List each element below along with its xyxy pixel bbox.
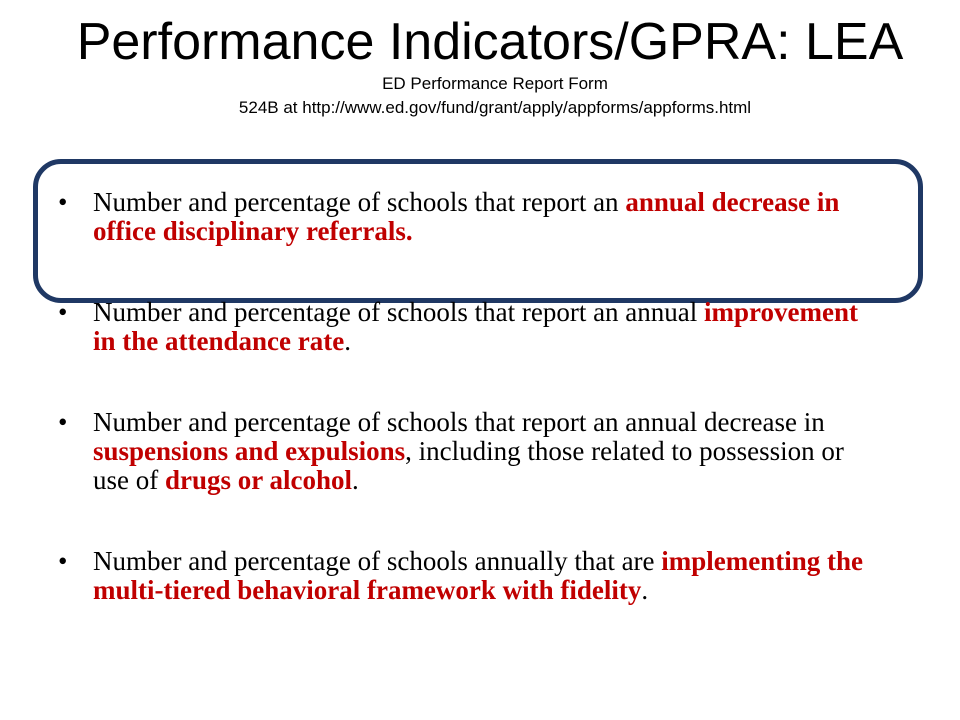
bullet-dot-icon: • xyxy=(58,407,68,437)
bullet-text-end: . xyxy=(641,575,649,605)
bullet-item-referrals xyxy=(58,188,878,246)
bullet-emphasis: suspensions and expulsions xyxy=(93,436,406,466)
slide-title: Performance Indicators/GPRA: LEA xyxy=(76,13,904,71)
slide-subtitle-url: 524B at http://www.ed.gov/fund/grant/apply/appforms/appforms.html xyxy=(238,98,752,117)
bullet-text: Number and percentage of schools that report an annual xyxy=(93,297,705,327)
bullet-emphasis: annual decrease in office disciplinary referrals xyxy=(93,187,840,246)
bullet-item-fidelity xyxy=(58,547,878,605)
slide-subtitle-form: ED Performance Report Form xyxy=(382,74,608,93)
bullet-text-end: . xyxy=(352,465,359,495)
bullet-text-end: . xyxy=(405,216,413,246)
bullet-text: Number and percentage of schools that report an xyxy=(93,187,626,217)
bullet-text-end: . xyxy=(344,326,351,356)
bullet-dot-icon: • xyxy=(58,187,68,217)
bullet-text: , including those related to possession or use of xyxy=(93,436,844,495)
bullet-text: Number and percentage of schools that report an annual decrease in xyxy=(93,407,825,437)
bullet-list xyxy=(58,188,878,605)
bullet-dot-icon: • xyxy=(58,297,68,327)
bullet-item-suspensions xyxy=(58,408,878,495)
bullet-emphasis: implementing the multi-tiered behavioral framework with fidelity xyxy=(93,546,864,605)
bullet-emphasis: improvement in the attendance rate xyxy=(93,297,859,356)
bullet-text: Number and percentage of schools annually that are xyxy=(93,546,662,576)
bullet-emphasis: drugs or alcohol xyxy=(164,465,353,495)
bullet-dot-icon: • xyxy=(58,546,68,576)
bullet-item-attendance xyxy=(58,298,878,356)
